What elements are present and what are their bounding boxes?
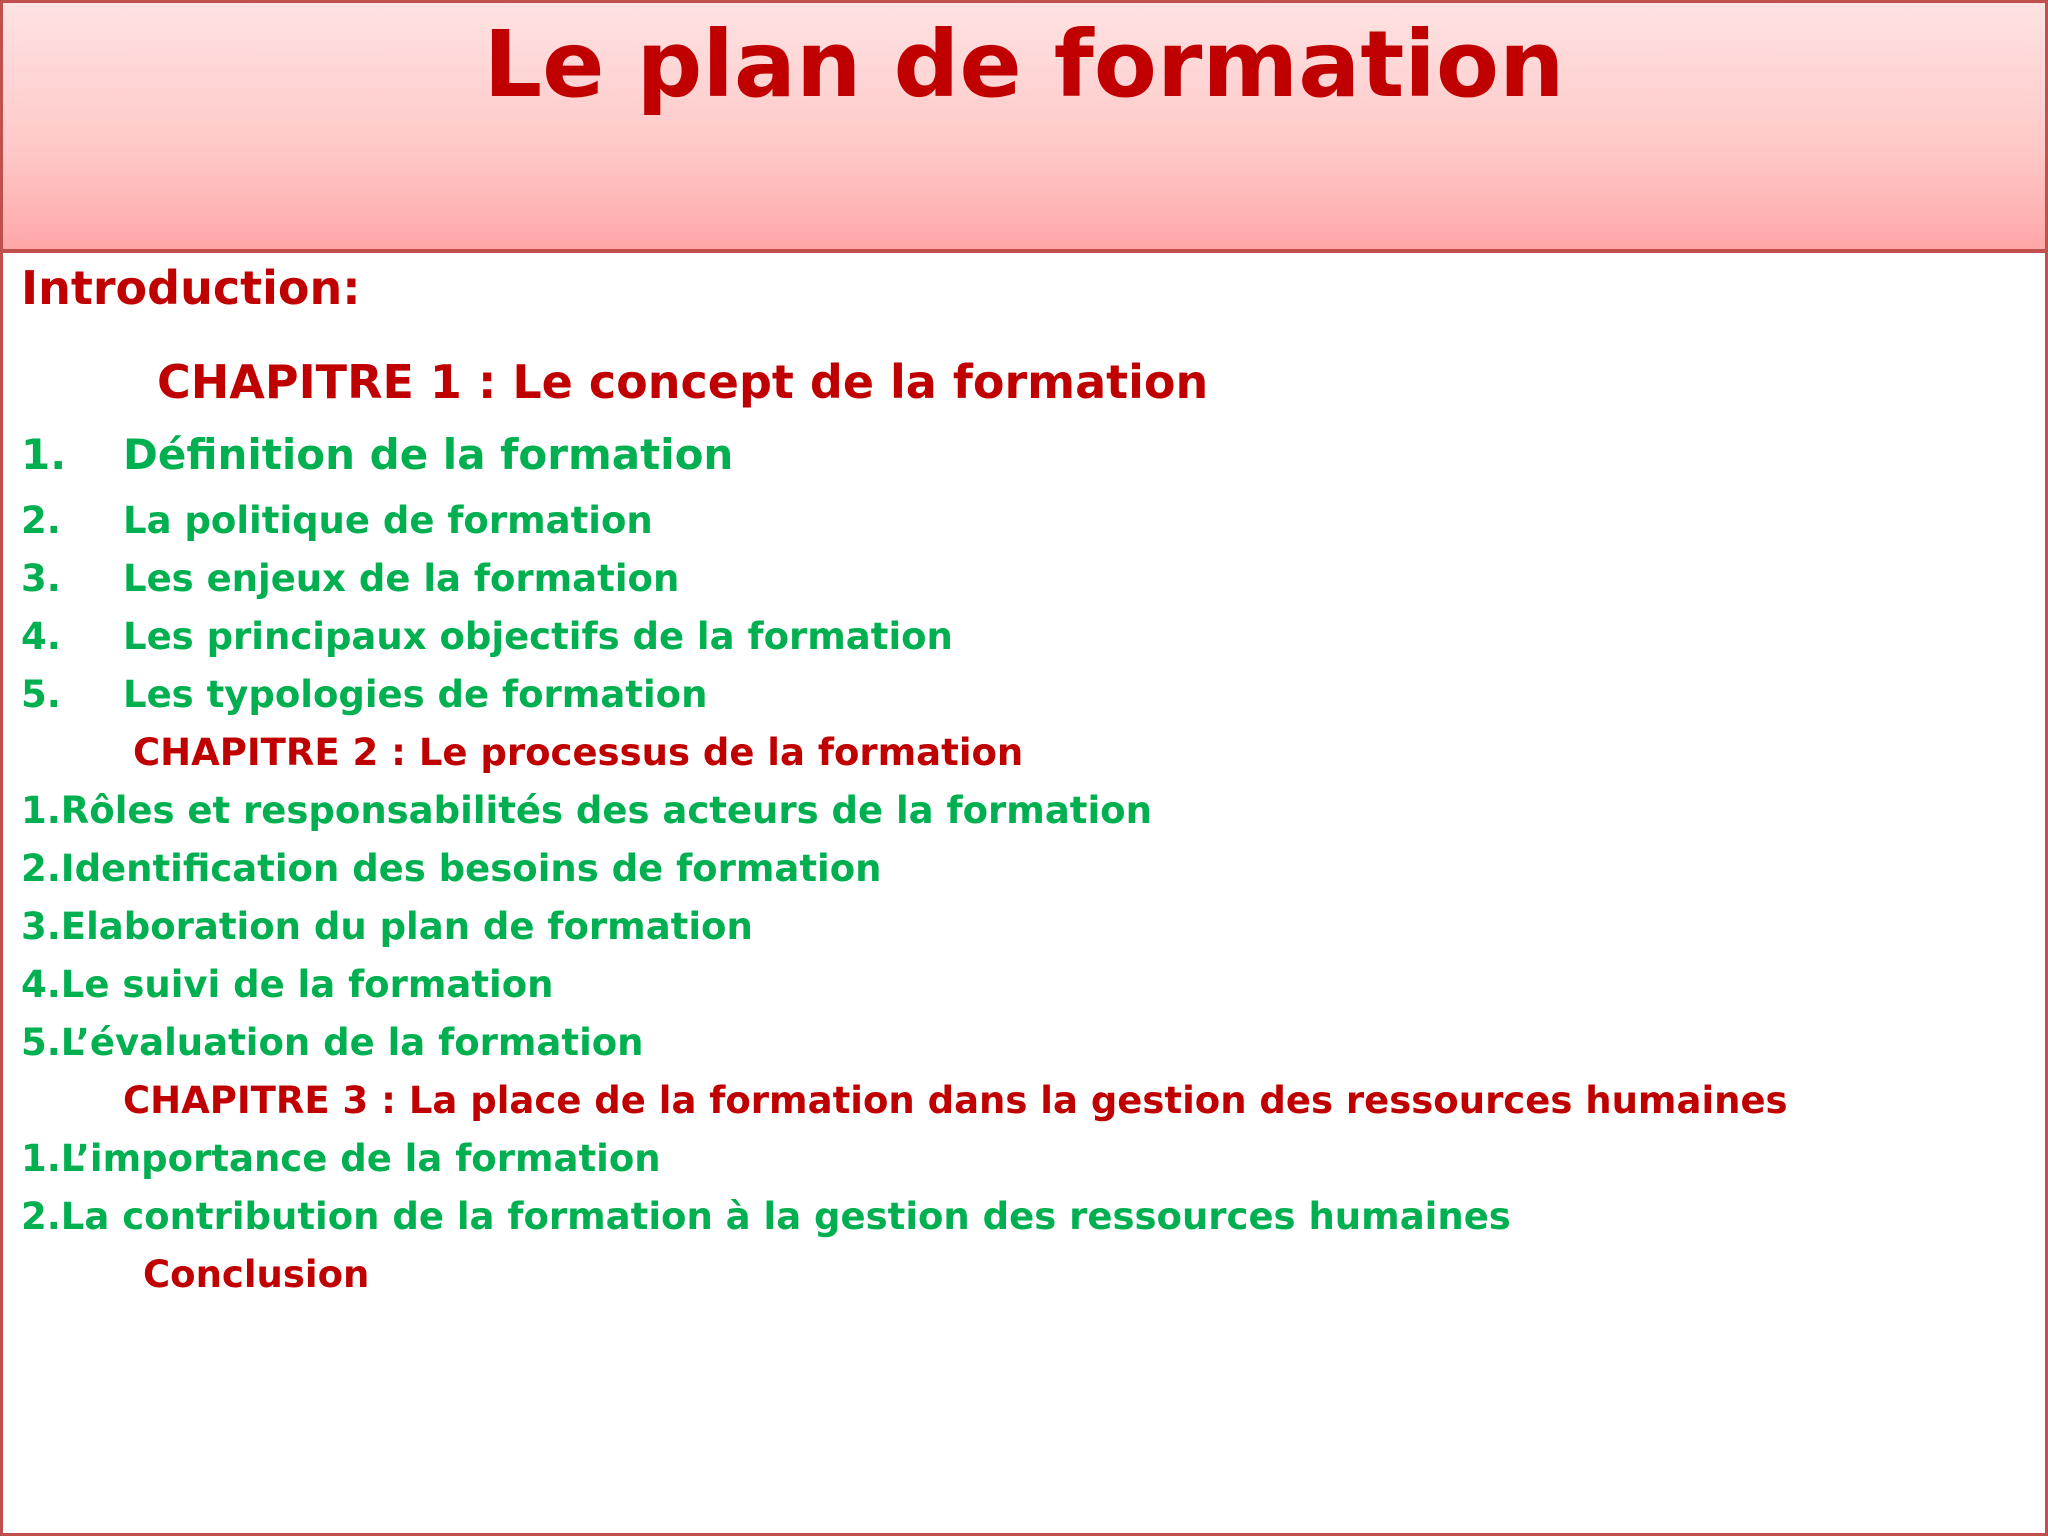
chapter-2-item: 1.Rôles et responsabilités des acteurs de la formation xyxy=(21,789,1152,832)
chapter-1-item xyxy=(3,499,2003,551)
item-text: La politique de formation xyxy=(123,499,653,542)
chapter-2-item: 4.Le suivi de la formation xyxy=(21,963,554,1006)
chapter-1-item xyxy=(3,615,2003,667)
chapter-3-heading: CHAPITRE 3 : La place de la formation dans la gestion des ressources humaines xyxy=(123,1079,1788,1122)
slide-content xyxy=(3,253,2045,1533)
chapter-1-item xyxy=(3,557,2003,609)
chapter-1-item xyxy=(3,673,2003,725)
conclusion-heading: Conclusion xyxy=(143,1253,370,1296)
slide-title: Le plan de formation xyxy=(483,11,1565,118)
item-number: 5. xyxy=(21,673,61,716)
chapter-1-item xyxy=(3,430,2003,490)
chapter-2-item: 3.Elaboration du plan de formation xyxy=(21,905,753,948)
item-number: 1. xyxy=(21,430,67,479)
chapter-2-item: 2.Identification des besoins de formation xyxy=(21,847,882,890)
item-number: 3. xyxy=(21,557,61,600)
chapter-3-item: 2.La contribution de la formation à la gestion des ressources humaines xyxy=(21,1195,1511,1238)
item-number: 4. xyxy=(21,615,61,658)
item-text: Les typologies de formation xyxy=(123,673,708,716)
item-text: Les principaux objectifs de la formation xyxy=(123,615,953,658)
chapter-1-heading: CHAPITRE 1 : Le concept de la formation xyxy=(157,355,1209,409)
item-text: Les enjeux de la formation xyxy=(123,557,680,600)
title-bar xyxy=(3,3,2045,253)
chapter-2-heading: CHAPITRE 2 : Le processus de la formation xyxy=(133,731,1024,774)
introduction-heading: Introduction: xyxy=(21,261,361,315)
chapter-3-item: 1.L’importance de la formation xyxy=(21,1137,661,1180)
item-text: Définition de la formation xyxy=(123,430,734,479)
item-number: 2. xyxy=(21,499,61,542)
chapter-2-item: 5.L’évaluation de la formation xyxy=(21,1021,644,1064)
